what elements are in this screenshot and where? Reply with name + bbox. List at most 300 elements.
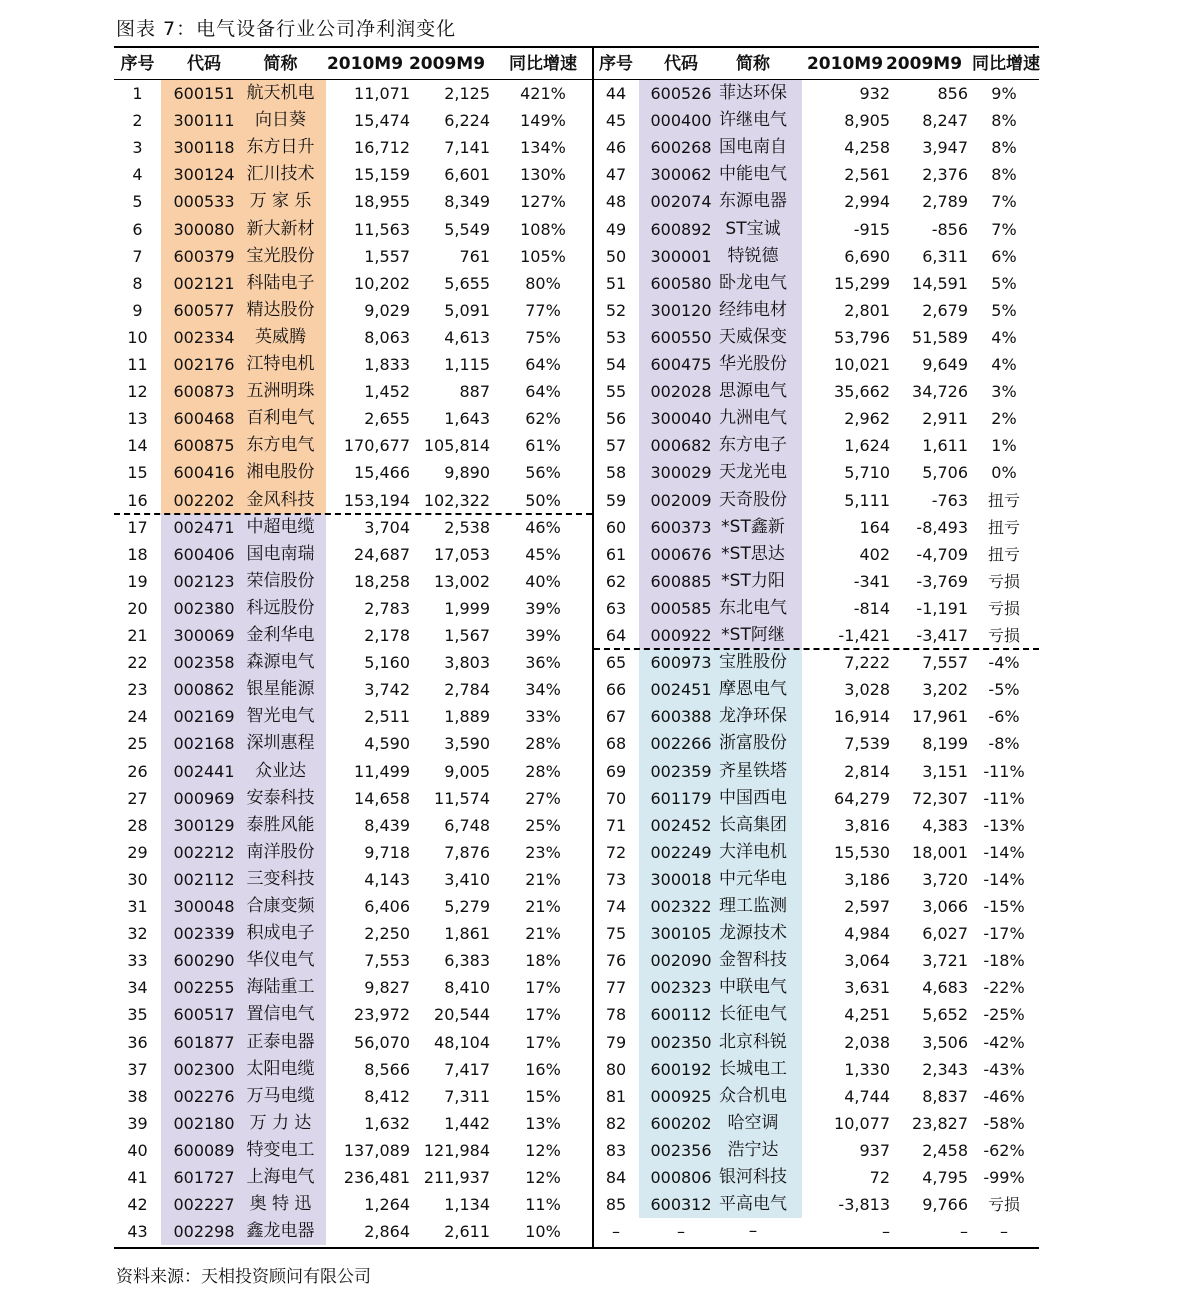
cell-2009m9: 7,876 [444,842,490,862]
cell-code: 600973 [650,653,712,673]
cell-2009m9: 2,538 [444,517,490,537]
cell-name: 华光股份 [719,354,787,374]
cell-name: 东北电气 [719,597,787,618]
cell-growth: -4% [988,653,1020,673]
cell-name: 菲达环保 [719,83,787,103]
cell-growth: 6% [991,246,1017,266]
cell-2009m9: 9,766 [922,1195,968,1215]
cell-growth: 21% [525,869,561,889]
cell-2010m9: 2,962 [844,409,890,429]
cell-2009m9: 1,643 [444,409,490,429]
cell-2010m9: 2,597 [844,897,890,916]
cell-seq: 85 [605,1195,627,1215]
cell-seq: 36 [127,1032,148,1052]
cell-growth: 12% [525,1168,561,1187]
cell-seq: 70 [605,788,627,808]
header-2010m9-left: 2010M9 [326,54,404,74]
cell-2010m9: 10,021 [834,355,890,374]
cell-2009m9: 3,202 [922,680,968,700]
cell-name: 银河科技 [719,1167,787,1187]
cell-2009m9: 5,655 [444,273,490,293]
cell-seq: 11 [127,355,148,374]
cell-2009m9: 6,383 [444,951,490,971]
cell-2010m9: 18,258 [354,571,410,591]
cell-name: 龙源技术 [719,923,787,944]
cell-code: 300111 [173,111,235,131]
cell-name: 经纬电材 [719,299,787,320]
cell-growth: 421% [520,84,566,103]
cell-growth: 36% [525,653,561,673]
cell-seq: 22 [127,653,148,673]
cell-2010m9: 5,710 [844,463,890,483]
cell-growth: 64% [525,382,561,402]
cell-seq: 69 [605,761,627,781]
cell-growth: 4% [991,327,1017,347]
cell-2009m9: 6,601 [444,165,490,185]
cell-growth: -17% [983,924,1025,944]
cell-seq: 24 [127,707,148,727]
cell-code: 000862 [173,680,235,700]
cell-name: 中能电气 [719,164,787,185]
cell-code: 600873 [173,382,235,402]
cell-name: 新大新材 [246,218,315,239]
cell-name: 浙富股份 [719,733,787,754]
cell-name: 泰胜风能 [246,814,315,835]
cell-growth: -14% [983,842,1025,862]
cell-seq: 49 [605,219,627,239]
cell-seq: 31 [127,897,148,916]
cell-name: 天奇股份 [719,489,787,510]
cell-name: – [748,1221,758,1242]
cell-growth: -99% [983,1168,1025,1187]
cell-name: 长征电气 [719,1004,787,1025]
cell-seq: 41 [127,1168,148,1187]
cell-2010m9: 1,557 [364,246,410,266]
cell-2009m9: 7,557 [922,653,968,673]
cell-growth: 39% [525,626,561,645]
cell-2010m9: 1,452 [364,382,410,402]
header-2010m9-right: 2010M9 [806,54,884,74]
net-profit-table [114,46,1039,1249]
cell-code: 002452 [650,815,712,835]
cell-2010m9: 2,178 [364,626,410,645]
cell-growth: 105% [520,246,566,266]
cell-growth: 62% [525,409,561,429]
cell-2010m9: 4,590 [364,734,410,754]
cell-2009m9: 11,574 [434,788,490,808]
cell-seq: 64 [605,626,627,645]
cell-2010m9: 2,511 [364,707,410,727]
cell-2009m9: 2,911 [922,409,968,429]
header-seq-right: 序号 [599,54,633,74]
cell-code: 002471 [173,517,235,537]
cell-code: 600550 [650,327,712,347]
cell-2010m9: 1,264 [364,1195,410,1215]
cell-2009m9: 72,307 [912,788,968,808]
cell-2009m9: 6,224 [444,111,490,131]
cell-seq: 73 [605,869,627,889]
cell-seq: 79 [605,1032,627,1052]
cell-name: 国电南自 [719,137,787,158]
cell-2010m9: 56,070 [354,1032,410,1052]
cell-2009m9: -3,769 [916,571,968,591]
cell-growth: 40% [525,571,561,591]
cell-2009m9: -8,493 [916,517,968,537]
cell-seq: 46 [605,138,627,158]
cell-2010m9: 16,712 [354,138,410,158]
cell-growth: 亏损 [987,1195,1020,1215]
cell-name: 万马电缆 [246,1085,315,1106]
cell-growth: 39% [525,598,561,618]
cell-2010m9: 9,827 [364,978,410,998]
cell-2009m9: 1,861 [444,924,490,944]
cell-code: 002028 [650,382,712,402]
cell-2009m9: 3,721 [922,951,968,971]
cell-code: 002300 [173,1059,235,1079]
cell-seq: 19 [127,571,148,591]
cell-growth: -62% [983,1140,1025,1160]
cell-growth: 75% [525,327,561,347]
cell-2009m9: 8,410 [444,978,490,998]
cell-2009m9: 102,322 [423,490,490,510]
cell-2009m9: 2,784 [444,680,490,700]
cell-code: 600379 [173,246,235,266]
cell-2010m9: 2,783 [364,598,410,618]
cell-seq: 68 [605,734,627,754]
cell-2009m9: 1,889 [444,707,490,727]
cell-growth: 15% [525,1086,561,1106]
cell-growth: -43% [983,1059,1025,1079]
cell-2009m9: 17,961 [912,707,968,727]
cell-name: 中联电气 [719,977,787,998]
cell-2009m9: 6,027 [922,924,968,944]
cell-2010m9: 5,160 [364,653,410,673]
cell-2010m9: 2,864 [364,1222,410,1242]
header-growth-left: 同比增速 [509,54,577,74]
cell-2010m9: 7,222 [844,653,890,673]
cell-2009m9: 3,590 [444,734,490,754]
cell-code: 000585 [650,598,712,618]
cell-growth: 23% [525,842,561,862]
cell-2009m9: 887 [459,382,490,402]
cell-name: 奥 特 迅 [249,1194,312,1215]
cell-code: 600202 [650,1113,712,1133]
cell-growth: 21% [525,897,561,916]
cell-growth: -15% [983,897,1025,916]
cell-growth: 11% [525,1195,561,1215]
cell-seq: 39 [127,1113,148,1133]
cell-code: 002380 [173,598,235,618]
cell-name: 众合机电 [719,1085,787,1106]
cell-2009m9: 2,458 [922,1140,968,1160]
cell-seq: 52 [605,300,627,320]
cell-2010m9: 2,250 [364,924,410,944]
cell-name: 积成电子 [246,923,315,944]
cell-seq: 83 [605,1140,627,1160]
cell-code: 300062 [650,165,712,185]
cell-2009m9: 4,795 [922,1168,968,1187]
cell-name: 万 力 达 [249,1112,312,1133]
cell-code: 000925 [650,1086,712,1106]
cell-2009m9: 856 [937,84,968,103]
cell-2010m9: 4,984 [844,924,890,944]
cell-2009m9: 2,376 [922,165,968,185]
cell-2009m9: 4,383 [922,815,968,835]
cell-code: 002266 [650,734,712,754]
cell-code: 300129 [173,815,235,835]
cell-2009m9: 17,053 [434,544,490,564]
cell-2010m9: 2,561 [844,165,890,185]
cell-seq: 7 [132,246,143,266]
cell-2010m9: 937 [859,1140,890,1160]
cell-2010m9: 4,258 [844,138,890,158]
cell-code: 601877 [173,1032,235,1052]
cell-growth: 77% [525,300,561,320]
cell-2009m9: 4,683 [922,978,968,998]
cell-2010m9: 3,631 [844,978,890,998]
cell-name: 森源电气 [246,652,315,673]
cell-2010m9: 11,071 [354,84,410,103]
cell-2009m9: 3,720 [922,869,968,889]
cell-name: 特锐德 [727,245,779,266]
cell-seq: – [612,1222,620,1242]
cell-code: 002112 [173,869,235,889]
cell-2010m9: 8,063 [364,327,410,347]
cell-code: 002227 [173,1195,235,1215]
cell-code: 002255 [173,978,235,998]
cell-code: 000969 [173,788,235,808]
cell-2010m9: 3,186 [844,869,890,889]
cell-2010m9: 2,038 [844,1032,890,1052]
cell-seq: 20 [127,598,148,618]
cell-name: 卧龙电气 [719,272,787,293]
cell-code: 600577 [173,300,235,320]
cell-growth: 80% [525,273,561,293]
cell-name: 哈空调 [727,1112,779,1133]
cell-code: 600580 [650,273,712,293]
cell-growth: 7% [991,219,1017,239]
cell-growth: 46% [525,517,561,537]
cell-2009m9: – [960,1222,968,1242]
cell-growth: 16% [525,1059,561,1079]
cell-2010m9: 35,662 [834,382,890,402]
cell-code: 600892 [650,219,712,239]
cell-2009m9: 8,837 [922,1086,968,1106]
cell-growth: 28% [525,761,561,781]
cell-2010m9: 153,194 [343,490,410,510]
cell-code: 600475 [650,355,712,374]
cell-code: 000533 [173,192,235,212]
cell-growth: -11% [983,761,1025,781]
cell-growth: 扭亏 [987,544,1020,564]
cell-code: 600885 [650,571,712,591]
cell-name: 宝胜股份 [719,652,787,673]
cell-2010m9: -341 [853,571,890,591]
cell-growth: 34% [525,680,561,700]
cell-2010m9: 1,632 [364,1113,410,1133]
cell-growth: 2% [991,409,1017,429]
cell-name: 科远股份 [246,597,315,618]
cell-name: 天威保变 [719,326,787,347]
cell-code: 002339 [173,924,235,944]
cell-growth: 130% [520,165,566,185]
cell-growth: 7% [991,192,1017,212]
cell-name: 湘电股份 [246,462,315,483]
cell-name: 三变科技 [246,868,315,889]
cell-2010m9: 5,111 [844,490,890,510]
cell-2010m9: 1,330 [844,1059,890,1079]
cell-seq: 28 [127,815,148,835]
cell-code: 300018 [650,869,712,889]
cell-code: 600526 [650,84,712,103]
cell-2009m9: 3,151 [922,761,968,781]
cell-growth: 8% [991,111,1017,131]
cell-2009m9: 48,104 [434,1032,490,1052]
table-bottom-rule [114,1247,1039,1249]
cell-growth: -18% [983,951,1025,971]
cell-seq: 14 [127,436,148,456]
cell-2010m9: 4,143 [364,869,410,889]
cell-2009m9: 1,611 [922,436,968,456]
cell-name: 国电南瑞 [246,543,315,564]
cell-name: 长城电工 [719,1058,787,1079]
cell-name: *ST力阳 [721,570,785,591]
cell-2009m9: 2,611 [444,1222,490,1242]
cell-code: 300069 [173,626,235,645]
cell-seq: 12 [127,382,148,402]
cell-2010m9: -915 [853,219,890,239]
cell-2009m9: 3,947 [922,138,968,158]
cell-name: 特变电工 [246,1139,315,1160]
cell-seq: 33 [127,951,148,971]
cell-2009m9: 9,890 [444,463,490,483]
cell-growth: 17% [525,1032,561,1052]
header-2009m9-right: 2009M9 [885,54,963,74]
cell-seq: 43 [127,1222,148,1242]
cell-growth: -13% [983,815,1025,835]
cell-2010m9: 932 [859,84,890,103]
header-code-right: 代码 [664,54,698,74]
cell-growth: 134% [520,138,566,158]
cell-code: 600312 [650,1195,712,1215]
cell-code: 002176 [173,355,235,374]
cell-code: 002212 [173,842,235,862]
cell-growth: 9% [991,84,1017,103]
cell-code: 002358 [173,653,235,673]
cell-code: 002350 [650,1032,712,1052]
cell-code: 002168 [173,734,235,754]
cell-2009m9: 1,442 [444,1113,490,1133]
cell-growth: 4% [991,355,1017,374]
cell-name: 九洲电气 [719,408,787,429]
cell-name: 英威腾 [255,326,306,347]
cell-2010m9: 3,816 [844,815,890,835]
cell-seq: 74 [605,897,627,916]
cell-2010m9: 11,563 [354,219,410,239]
cell-2010m9: 15,159 [354,165,410,185]
cell-name: 华仪电气 [246,950,315,971]
cell-seq: 30 [127,869,148,889]
cell-seq: 66 [605,680,627,700]
cell-2010m9: 10,077 [834,1113,890,1133]
cell-name: 齐星铁塔 [719,760,787,781]
cell-code: 300080 [173,219,235,239]
cell-2010m9: -814 [853,598,890,618]
cell-seq: 21 [127,626,148,645]
cell-2010m9: 6,690 [844,246,890,266]
cell-seq: 62 [605,571,627,591]
cell-2010m9: 53,796 [834,327,890,347]
cell-2009m9: 6,311 [922,246,968,266]
cell-code: 300029 [650,463,712,483]
cell-name: 天龙光电 [719,462,787,483]
cell-2010m9: 3,064 [844,951,890,971]
cell-code: 002009 [650,490,712,510]
cell-growth: 8% [991,138,1017,158]
cell-seq: 76 [605,951,627,971]
cell-name: 江特电机 [246,354,315,374]
cell-2010m9: 15,530 [834,842,890,862]
cell-seq: 4 [132,165,143,185]
cell-growth: 1% [991,436,1017,456]
cell-growth: -8% [988,734,1020,754]
cell-2009m9: -856 [931,219,968,239]
cell-code: 600089 [173,1140,235,1160]
header-seq-left: 序号 [120,54,155,74]
cell-name: 东源电器 [719,191,787,212]
cell-2010m9: 1,624 [844,436,890,456]
cell-seq: 26 [127,761,148,781]
cell-name: 安泰科技 [246,787,315,808]
cell-2010m9: 6,406 [364,897,410,916]
cell-growth: -14% [983,869,1025,889]
cell-2009m9: 9,005 [444,761,490,781]
cell-code: 002090 [650,951,712,971]
cell-2010m9: 8,412 [364,1086,410,1106]
cell-name: 大洋电机 [719,841,787,862]
cell-2009m9: 2,125 [444,84,490,103]
cell-code: 300048 [173,897,235,916]
cell-seq: 78 [605,1005,627,1025]
cell-2010m9: 24,687 [354,544,410,564]
cell-2009m9: 7,311 [444,1086,490,1106]
cell-seq: 84 [605,1168,627,1187]
cell-2010m9: 170,677 [343,436,410,456]
cell-name: 中超电缆 [246,516,315,537]
cell-seq: 6 [132,219,143,239]
cell-code: 600373 [650,517,712,537]
cell-seq: 71 [605,815,627,835]
cell-name: 太阳电缆 [246,1058,315,1079]
cell-seq: 51 [605,273,627,293]
cell-2010m9: 15,299 [834,273,890,293]
cell-seq: 50 [605,246,627,266]
cell-name: *ST阿继 [721,625,785,645]
cell-2009m9: 4,613 [444,327,490,347]
cell-code: 000806 [650,1168,712,1187]
cell-growth: – [1000,1222,1008,1242]
cell-name: 海陆重工 [246,977,315,998]
cell-code: 002276 [173,1086,235,1106]
cell-2009m9: 5,706 [922,463,968,483]
cell-name: 南洋股份 [246,841,315,862]
cell-2009m9: 1,115 [444,355,490,374]
cell-growth: 亏损 [987,626,1020,645]
cell-2010m9: 8,439 [364,815,410,835]
cell-growth: 12% [525,1140,561,1160]
cell-seq: 10 [127,327,148,347]
cell-name: 银星能源 [246,679,315,700]
